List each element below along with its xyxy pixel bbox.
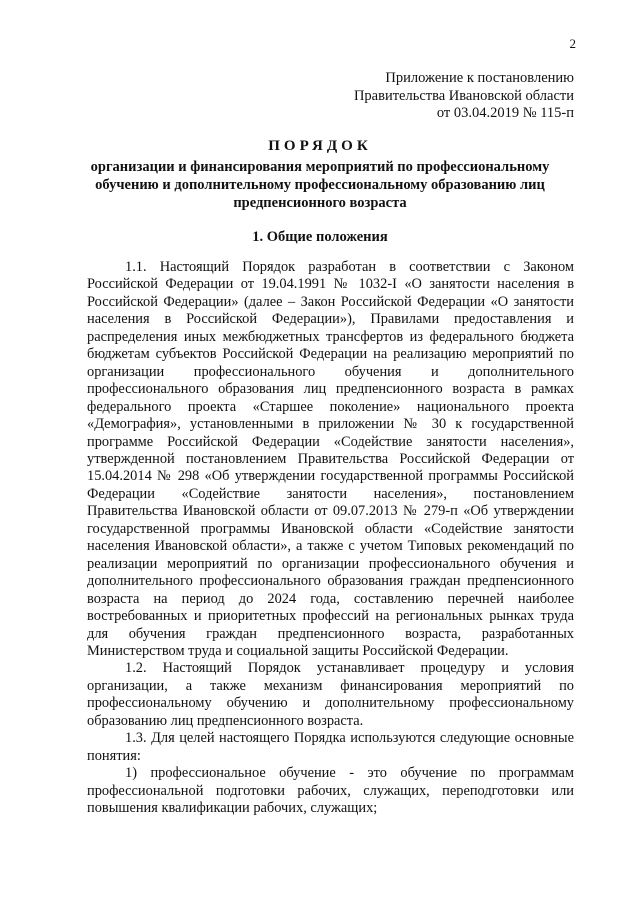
page-number: 2 — [569, 36, 576, 51]
document-subtitle: организации и финансирования мероприятий по профессиональному обучению и дополнительному профессиональному образованию лиц предпенсионного возраста — [90, 159, 550, 211]
document-body — [87, 259, 574, 818]
paragraph-1-3: 1.3. Для целей настоящего Порядка используются следующие основные понятия: — [87, 730, 574, 764]
section-heading: 1. Общие положения — [252, 229, 388, 245]
document-title: ПОРЯДОК — [268, 138, 372, 154]
title-block — [70, 136, 570, 212]
paragraph-item-1: 1) профессиональное обучение - это обучение по программам профессиональной подготовки рабочих, служащих, переподготовки или повышения квалификации рабочих, служащих; — [87, 765, 574, 817]
approval-block — [354, 70, 574, 123]
paragraph-1-2: 1.2. Настоящий Порядок устанавливает процедуру и условия организации, а также механизм финансирования мероприятий по профессиональному обучению и дополнительному профессиональному образованию лиц предпенсионного возраста. — [87, 660, 574, 729]
paragraph-1-1: 1.1. Настоящий Порядок разработан в соответствии с Законом Российской Федерации от 19.04.1991 № 1032-I «О занятости населения в Российской Федерации» (далее – Закон Российской Федерации «О занятости населения в Российской Федерации»), Правилами предоставления и распределения иных межбюджетных трансфертов из федерального бюджета бюджетам субъектов Российской Федерации на реализацию мероприятий по организации профессионального обучения и дополнительного профессионального образования лиц предпенсионного возраста в рамках федерального проекта «Старшее поколение» национального проекта «Демография», установленными в приложении № 30 к государственной программе Российской Федерации «Содействие занятости населения», утвержденной постановлением Правительства Российской Федерации от 15.04.2014 № 298 «Об утверждении государственной программы Российской Федерации «Содействие занятости населения», постановлением Правительства Ивановской области от 09.07.2013 № 279-п «Об утверждении государственной программы Ивановской области «Содействие занятости населения Ивановской области», а также с учетом Типовых рекомендаций по реализации мероприятий по организации профессионального обучения и дополнительного профессионального образования граждан предпенсионного возраста на период до 2024 года, составлению перечней наиболее востребованных и приоритетных профессий на региональных рынках труда для обучения граждан предпенсионного возраста, разработанных Министерством труда и социальной защиты Российской Федерации. — [87, 259, 574, 659]
approval-line-3: от 03.04.2019 № 115-п — [436, 105, 574, 121]
approval-line-1: Приложение к постановлению — [385, 70, 574, 86]
approval-line-2: Правительства Ивановской области — [353, 87, 574, 104]
